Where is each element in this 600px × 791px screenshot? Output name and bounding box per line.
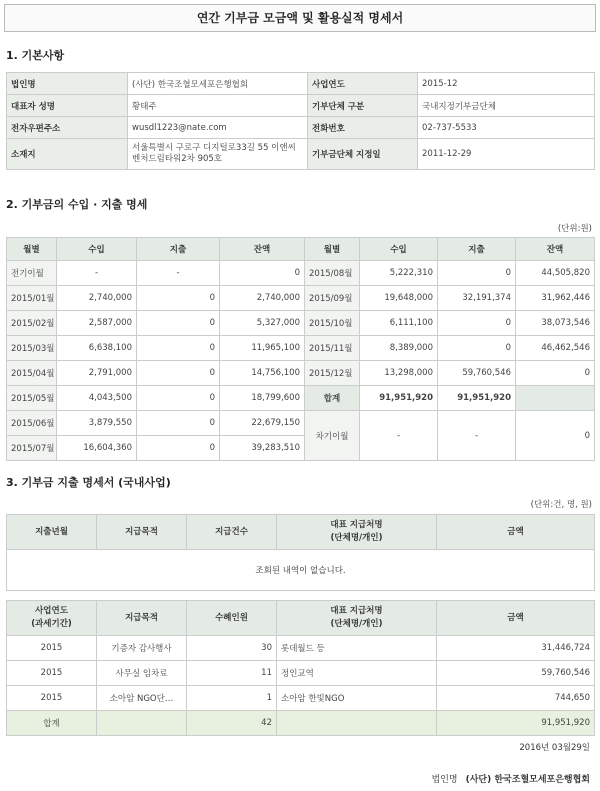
expense: 0: [137, 286, 220, 311]
value-org: (사단) 한국조혈모세포은행협회: [128, 73, 308, 95]
col-expense: 지출: [137, 238, 220, 261]
section1-heading: 1. 기본사항: [6, 49, 65, 62]
value-phone: 02-737-5533: [418, 117, 595, 139]
expense: 0: [137, 386, 220, 411]
income: 5,222,310: [360, 261, 438, 286]
empty-message: 조회된 내역이 없습니다.: [7, 550, 595, 591]
section2-unit: (단위:원): [557, 224, 592, 234]
ledger-row: [7, 261, 595, 286]
month: 2015/02월: [7, 311, 57, 336]
purpose: 사무실 임차료: [97, 661, 187, 686]
value-fiscal-year: 2015-12: [418, 73, 595, 95]
table-row: [7, 661, 595, 686]
section2-heading: 2. 기부금의 수입 · 지출 명세: [6, 198, 148, 211]
balance: 18,799,600: [220, 386, 305, 411]
expense: 0: [137, 336, 220, 361]
amount: 744,650: [437, 686, 595, 711]
ledger-row: [7, 361, 595, 386]
payee: 롯데월드 등: [277, 636, 437, 661]
col-income: 수입: [57, 238, 137, 261]
expense: 0: [438, 336, 516, 361]
ledger-row: [7, 286, 595, 311]
balance: 11,965,100: [220, 336, 305, 361]
expense: 0: [137, 436, 220, 461]
label-address: 소재지: [7, 139, 128, 170]
payee: 정인교역: [277, 661, 437, 686]
beneficiary-header-row: [7, 601, 595, 636]
basic-info-table: [6, 72, 595, 170]
issue-date: 2016년 03월29일: [519, 743, 590, 753]
month: 2015/09월: [305, 286, 360, 311]
total-label: 합계: [7, 711, 97, 736]
total-balance-empty: [516, 386, 595, 411]
col-purpose: 지급목적: [97, 601, 187, 636]
page-title: 연간 기부금 모금액 및 활용실적 명세서: [4, 4, 596, 32]
month: 2015/04월: [7, 361, 57, 386]
col-payee: 대표 지급처명 (단체명/개인): [277, 601, 437, 636]
expense-detail-table: [6, 514, 595, 591]
balance: 44,505,820: [516, 261, 595, 286]
balance: 0: [220, 261, 305, 286]
balance: 0: [516, 361, 595, 386]
label-donor-type: 기부단체 구분: [308, 95, 418, 117]
expense: 59,760,546: [438, 361, 516, 386]
beneficiary-table: [6, 600, 595, 736]
col-purpose: 지급목적: [97, 515, 187, 550]
expense: 0: [438, 261, 516, 286]
label-org: 법인명: [7, 73, 128, 95]
carry-label: 차기이월: [305, 411, 360, 461]
basic-row: [7, 73, 595, 95]
footer-org-name: (사단) 한국조혈모세포은행협회: [465, 775, 590, 785]
month: 2015/03월: [7, 336, 57, 361]
value-donor-type: 국내지정기부금단체: [418, 95, 595, 117]
expense: 0: [137, 411, 220, 436]
col-payee: 대표 지급처명 (단체명/개인): [277, 515, 437, 550]
expense: 32,191,374: [438, 286, 516, 311]
table-row: [7, 686, 595, 711]
purpose[interactable]: 소아암 NGO단…: [97, 686, 187, 711]
income: 2,587,000: [57, 311, 137, 336]
income: 2,740,000: [57, 286, 137, 311]
income: 8,389,000: [360, 336, 438, 361]
expense: 0: [137, 311, 220, 336]
balance: 14,756,100: [220, 361, 305, 386]
amount: 59,760,546: [437, 661, 595, 686]
total-purpose-empty: [97, 711, 187, 736]
col-count: 지급건수: [187, 515, 277, 550]
count: 1: [187, 686, 277, 711]
carry-balance: 0: [516, 411, 595, 461]
col-expense-month: 지출년월: [7, 515, 97, 550]
count: 30: [187, 636, 277, 661]
year: 2015: [7, 686, 97, 711]
month: 2015/07월: [7, 436, 57, 461]
income: -: [57, 261, 137, 286]
section3-heading: 3. 기부금 지출 명세서 (국내사업): [6, 476, 171, 489]
amount: 31,446,724: [437, 636, 595, 661]
total-row: [7, 711, 595, 736]
balance: 5,327,000: [220, 311, 305, 336]
col-amount: 금액: [437, 515, 595, 550]
carry-income: -: [360, 411, 438, 461]
income: 19,648,000: [360, 286, 438, 311]
col-beneficiaries: 수혜인원: [187, 601, 277, 636]
col-month: 월별: [7, 238, 57, 261]
footer-org-label: 법인명: [431, 775, 458, 785]
ledger-row: [7, 386, 595, 411]
balance: 46,462,546: [516, 336, 595, 361]
purpose: 기증자 감사행사: [97, 636, 187, 661]
month: 2015/01월: [7, 286, 57, 311]
income: 3,879,550: [57, 411, 137, 436]
col-fiscal-year: 사업연도 (과세기간): [7, 601, 97, 636]
total-income: 91,951,920: [360, 386, 438, 411]
label-email: 전자우편주소: [7, 117, 128, 139]
ledger-header-row: [7, 238, 595, 261]
balance: 38,073,546: [516, 311, 595, 336]
label-designation-date: 기부금단체 지정일: [308, 139, 418, 170]
month: 2015/10월: [305, 311, 360, 336]
income: 6,638,100: [57, 336, 137, 361]
carry-expense: -: [438, 411, 516, 461]
empty-row: [7, 550, 595, 591]
value-representative: 황태주: [128, 95, 308, 117]
total-payee-empty: [277, 711, 437, 736]
total-count: 42: [187, 711, 277, 736]
month: 2015/08월: [305, 261, 360, 286]
footer-org: [432, 772, 590, 785]
income: 6,111,100: [360, 311, 438, 336]
col-income: 수입: [360, 238, 438, 261]
col-expense: 지출: [438, 238, 516, 261]
month: 2015/05월: [7, 386, 57, 411]
table-row: [7, 636, 595, 661]
month: 2015/12월: [305, 361, 360, 386]
label-fiscal-year: 사업연도: [308, 73, 418, 95]
col-amount: 금액: [437, 601, 595, 636]
expense: -: [137, 261, 220, 286]
value-email: wusdl1223@nate.com: [128, 117, 308, 139]
value-address: 서울특별시 구로구 디지털로33길 55 이앤씨벤처드림타워2차 905호: [128, 139, 308, 170]
basic-row: [7, 95, 595, 117]
year: 2015: [7, 636, 97, 661]
income: 2,791,000: [57, 361, 137, 386]
year: 2015: [7, 661, 97, 686]
basic-row: [7, 117, 595, 139]
balance: 2,740,000: [220, 286, 305, 311]
ledger-row: [7, 336, 595, 361]
section3-unit: (단위:건, 명, 원): [530, 500, 592, 510]
expense: 0: [137, 361, 220, 386]
expense: 0: [438, 311, 516, 336]
detail-header-row: [7, 515, 595, 550]
total-label: 합계: [305, 386, 360, 411]
balance: 39,283,510: [220, 436, 305, 461]
col-balance: 잔액: [220, 238, 305, 261]
income: 4,043,500: [57, 386, 137, 411]
label-phone: 전화번호: [308, 117, 418, 139]
balance: 31,962,446: [516, 286, 595, 311]
payee: 소아암 한빛NGO: [277, 686, 437, 711]
income-expense-table: [6, 237, 595, 461]
value-designation-date: 2011-12-29: [418, 139, 595, 170]
label-representative: 대표자 성명: [7, 95, 128, 117]
col-balance: 잔액: [516, 238, 595, 261]
balance: 22,679,150: [220, 411, 305, 436]
ledger-row: [7, 311, 595, 336]
income: 13,298,000: [360, 361, 438, 386]
total-amount: 91,951,920: [437, 711, 595, 736]
basic-row: [7, 139, 595, 170]
total-expense: 91,951,920: [438, 386, 516, 411]
ledger-row: [7, 411, 595, 436]
month: 2015/06월: [7, 411, 57, 436]
month: 전기이월: [7, 261, 57, 286]
month: 2015/11월: [305, 336, 360, 361]
col-month: 월별: [305, 238, 360, 261]
income: 16,604,360: [57, 436, 137, 461]
count: 11: [187, 661, 277, 686]
